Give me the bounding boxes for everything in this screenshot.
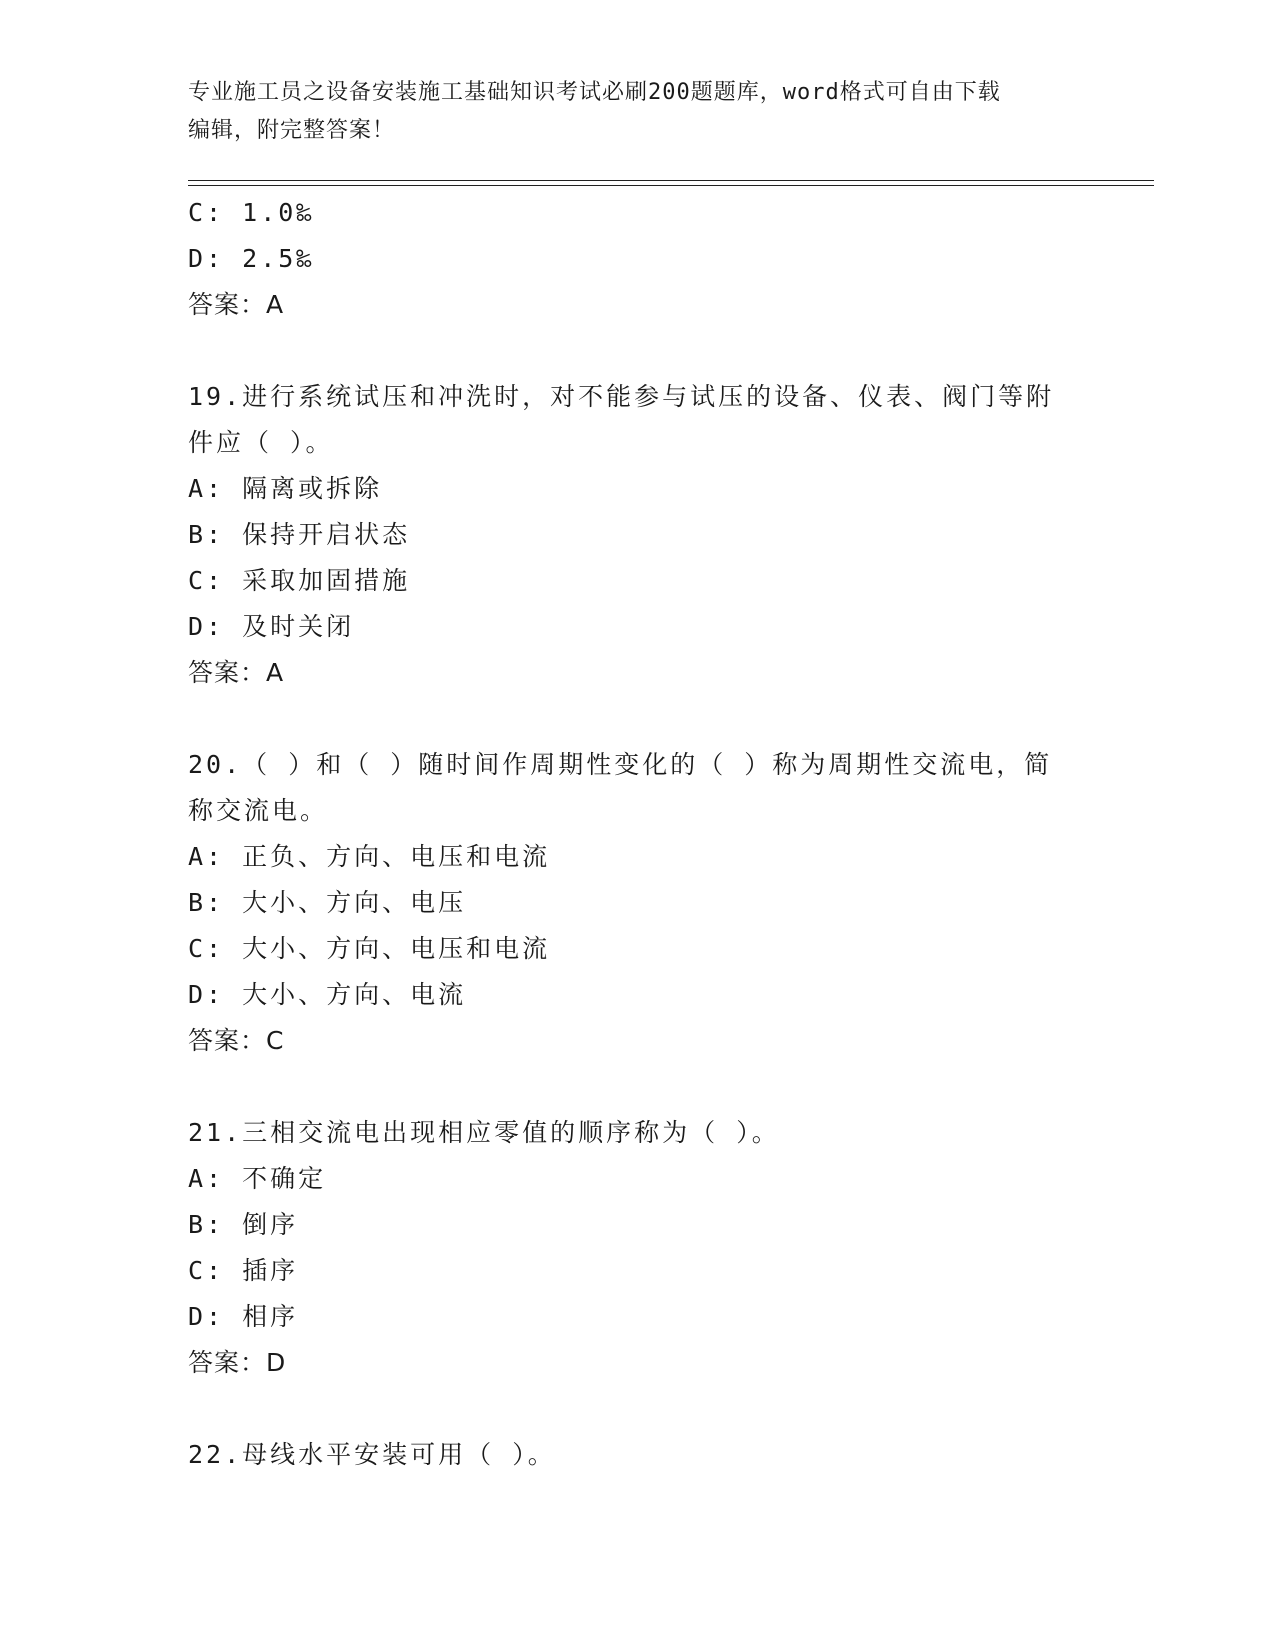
option-a: A: 不确定 [188,1164,327,1193]
option-a: A: 正负、方向、电压和电流 [188,842,551,871]
question-stem: 19.进行系统试压和冲洗时，对不能参与试压的设备、仪表、阀门等附 [188,382,1055,411]
option-c: C: 插序 [188,1256,299,1285]
header-divider-bottom [188,185,1154,186]
question-20 [188,742,1088,1064]
option-c: C: 大小、方向、电压和电流 [188,934,551,963]
question-stem: 20.（ ）和（ ）随时间作周期性变化的（ ）称为周期性交流电，简 [188,750,1053,779]
question-21 [188,1110,1088,1386]
question-stem-continued: 件应（ ）。 [188,428,334,457]
answer-line: 答案：A [188,658,285,687]
question-stem-continued: 称交流电。 [188,796,329,825]
option-c: C: 1.0‰ [188,198,315,227]
option-d: D: 及时关闭 [188,612,355,641]
option-d: D: 相序 [188,1302,299,1331]
header-divider-top [188,180,1154,181]
question-stem: 21.三相交流电出现相应零值的顺序称为（ ）。 [188,1118,780,1147]
header-title-line-1: 专业施工员之设备安装施工基础知识考试必刷200题题库，word格式可自由下载 [188,80,1001,105]
question-list [188,190,1088,1478]
answer-line: 答案：C [188,1026,285,1055]
question-19 [188,374,1088,696]
option-d: D: 2.5‰ [188,244,315,273]
question-18-tail [188,190,1088,328]
option-b: B: 大小、方向、电压 [188,888,467,917]
option-a: A: 隔离或拆除 [188,474,383,503]
answer-line: 答案：D [188,1348,287,1377]
question-22 [188,1432,1088,1478]
option-b: B: 保持开启状态 [188,520,411,549]
document-header [188,74,1088,150]
header-title-line-2: 编辑，附完整答案！ [188,118,396,143]
question-stem: 22.母线水平安装可用（ ）。 [188,1440,556,1469]
option-c: C: 采取加固措施 [188,566,411,595]
option-b: B: 倒序 [188,1210,299,1239]
option-d: D: 大小、方向、电流 [188,980,467,1009]
answer-line: 答案：A [188,290,285,319]
